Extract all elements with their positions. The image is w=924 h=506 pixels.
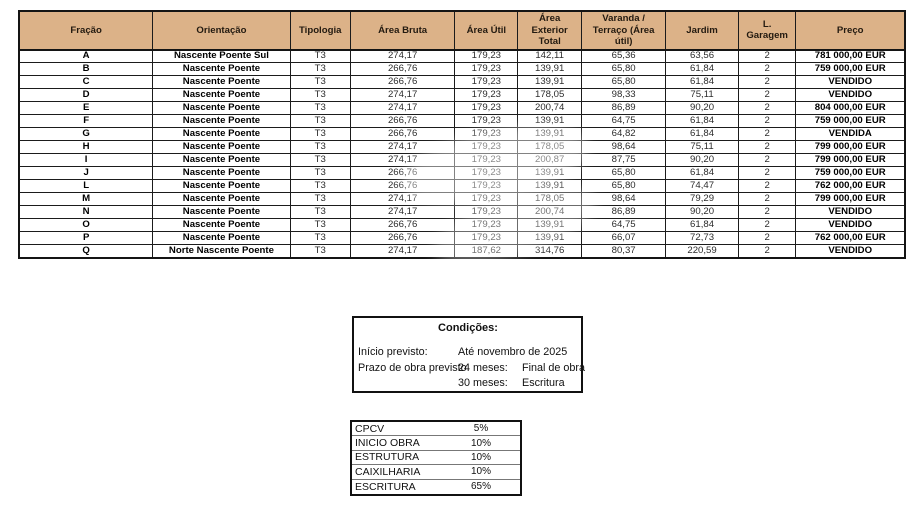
table-cell: H	[19, 141, 153, 154]
table-cell: Nascente Poente	[153, 63, 290, 76]
payment-label: ESCRITURA	[355, 480, 416, 493]
table-cell: 220,59	[666, 245, 739, 258]
table-cell: Q	[19, 245, 153, 258]
price-table	[18, 10, 906, 259]
condition-label	[358, 376, 458, 392]
table-cell: 274,17	[350, 50, 455, 63]
table-cell: B	[19, 63, 153, 76]
conditions-title: Condições:	[438, 322, 498, 334]
table-cell: T3	[290, 219, 350, 232]
payment-value: 10%	[470, 437, 491, 449]
table-cell: Nascente Poente	[153, 115, 290, 128]
table-cell: 98,64	[582, 193, 666, 206]
table-cell: 200,74	[518, 102, 582, 115]
table-cell: 266,76	[350, 63, 455, 76]
table-cell: Nascente Poente	[153, 219, 290, 232]
table-cell: 64,75	[582, 219, 666, 232]
table-cell: 2	[738, 141, 796, 154]
table-cell: T3	[290, 76, 350, 89]
table-cell: T3	[290, 89, 350, 102]
table-row	[19, 76, 905, 89]
table-cell: 179,23	[455, 102, 518, 115]
table-cell: 179,23	[455, 180, 518, 193]
table-cell: 274,17	[350, 141, 455, 154]
table-cell: 759 000,00 EUR	[796, 63, 905, 76]
table-cell: 63,56	[666, 50, 739, 63]
table-cell: 75,11	[666, 141, 739, 154]
table-row	[19, 206, 905, 219]
table-cell: 2	[738, 76, 796, 89]
payment-value: 10%	[470, 451, 491, 463]
table-cell: 80,37	[582, 245, 666, 258]
table-cell: 799 000,00 EUR	[796, 141, 905, 154]
table-cell: D	[19, 89, 153, 102]
table-cell: 2	[738, 232, 796, 245]
table-cell: 2	[738, 180, 796, 193]
table-cell: T3	[290, 167, 350, 180]
table-cell: G	[19, 128, 153, 141]
table-cell: 274,17	[350, 154, 455, 167]
table-cell: 187,62	[455, 245, 518, 258]
table-cell: F	[19, 115, 153, 128]
table-cell: 179,23	[455, 193, 518, 206]
table-cell: 139,91	[518, 167, 582, 180]
table-row	[19, 50, 905, 63]
table-cell: 266,76	[350, 76, 455, 89]
table-cell: 65,36	[582, 50, 666, 63]
table-cell: 72,73	[666, 232, 739, 245]
table-cell: VENDIDO	[796, 245, 905, 258]
table-cell: 274,17	[350, 193, 455, 206]
table-cell: VENDIDO	[796, 219, 905, 232]
table-cell: Nascente Poente	[153, 89, 290, 102]
table-cell: Nascente Poente Sul	[153, 50, 290, 63]
table-cell: Nascente Poente	[153, 128, 290, 141]
table-cell: T3	[290, 50, 350, 63]
table-row	[19, 141, 905, 154]
table-cell: 139,91	[518, 232, 582, 245]
table-cell: T3	[290, 245, 350, 258]
table-cell: 266,76	[350, 128, 455, 141]
payment-label: CPCV	[355, 422, 385, 435]
table-cell: 200,87	[518, 154, 582, 167]
table-cell: Nascente Poente	[153, 180, 290, 193]
table-cell: 61,84	[666, 115, 739, 128]
table-cell: 2	[738, 167, 796, 180]
condition-row	[358, 376, 578, 392]
table-cell: 179,23	[455, 50, 518, 63]
table-cell: T3	[290, 206, 350, 219]
condition-value: Até novembro de 2025	[458, 346, 568, 358]
condition-row	[358, 361, 586, 377]
table-cell: 65,80	[582, 76, 666, 89]
table-cell: 179,23	[455, 115, 518, 128]
table-cell: 274,17	[350, 245, 455, 258]
column-header: Área Útil	[455, 11, 518, 50]
table-cell: 79,29	[666, 193, 739, 206]
table-cell: Nascente Poente	[153, 76, 290, 89]
table-row	[19, 219, 905, 232]
table-cell: 2	[738, 154, 796, 167]
table-cell: T3	[290, 193, 350, 206]
table-cell: 75,11	[666, 89, 739, 102]
table-cell: 87,75	[582, 154, 666, 167]
table-cell: 142,11	[518, 50, 582, 63]
table-cell: 781 000,00 EUR	[796, 50, 905, 63]
table-cell: I	[19, 154, 153, 167]
table-cell: 61,84	[666, 63, 739, 76]
table-cell: 74,47	[666, 180, 739, 193]
table-cell: 61,84	[666, 219, 739, 232]
payment-row	[352, 451, 520, 465]
table-cell: 266,76	[350, 232, 455, 245]
table-cell: 2	[738, 193, 796, 206]
table-cell: T3	[290, 180, 350, 193]
table-cell: 64,82	[582, 128, 666, 141]
payment-row	[352, 436, 520, 450]
table-cell: Nascente Poente	[153, 154, 290, 167]
table-cell: 86,89	[582, 102, 666, 115]
table-cell: 266,76	[350, 167, 455, 180]
table-cell: 799 000,00 EUR	[796, 154, 905, 167]
table-cell: VENDIDO	[796, 206, 905, 219]
table-cell: 86,89	[582, 206, 666, 219]
table-cell: 179,23	[455, 232, 518, 245]
condition-label: Prazo de obra previsto	[358, 361, 467, 374]
table-row	[19, 193, 905, 206]
payment-schedule-box	[350, 420, 522, 496]
conditions-rows	[358, 345, 586, 392]
table-cell: 2	[738, 115, 796, 128]
table-cell: 139,91	[518, 63, 582, 76]
table-cell: 266,76	[350, 180, 455, 193]
table-cell: P	[19, 232, 153, 245]
table-cell: 139,91	[518, 115, 582, 128]
table-cell: Nascente Poente	[153, 167, 290, 180]
table-cell: 274,17	[350, 206, 455, 219]
column-header: Área Exterior Total	[518, 11, 582, 50]
table-row	[19, 167, 905, 180]
table-cell: 65,80	[582, 63, 666, 76]
table-cell: VENDIDO	[796, 76, 905, 89]
table-cell: T3	[290, 128, 350, 141]
column-header: Área Bruta	[350, 11, 455, 50]
table-cell: 200,74	[518, 206, 582, 219]
table-cell: 90,20	[666, 154, 739, 167]
table-cell: 2	[738, 245, 796, 258]
column-header: L. Garagem	[738, 11, 796, 50]
table-cell: 98,33	[582, 89, 666, 102]
table-row	[19, 245, 905, 258]
table-cell: 61,84	[666, 167, 739, 180]
table-cell: T3	[290, 154, 350, 167]
table-cell: 2	[738, 128, 796, 141]
table-cell: Nascente Poente	[153, 232, 290, 245]
table-cell: 274,17	[350, 89, 455, 102]
table-cell: Nascente Poente	[153, 193, 290, 206]
table-cell: M	[19, 193, 153, 206]
conditions-box	[352, 316, 586, 393]
table-cell: VENDIDA	[796, 128, 905, 141]
table-cell: 179,23	[455, 76, 518, 89]
table-cell: T3	[290, 115, 350, 128]
table-cell: 266,76	[350, 219, 455, 232]
table-cell: 139,91	[518, 219, 582, 232]
table-cell: 179,23	[455, 154, 518, 167]
table-row	[19, 180, 905, 193]
table-cell: 139,91	[518, 180, 582, 193]
table-row	[19, 63, 905, 76]
table-cell: 65,80	[582, 167, 666, 180]
table-cell: 2	[738, 219, 796, 232]
table-cell: 759 000,00 EUR	[796, 167, 905, 180]
table-cell: 61,84	[666, 76, 739, 89]
table-cell: 2	[738, 63, 796, 76]
payment-row	[352, 465, 520, 479]
table-cell: A	[19, 50, 153, 63]
table-cell: 61,84	[666, 128, 739, 141]
table-cell: 762 000,00 EUR	[796, 180, 905, 193]
table-cell: 759 000,00 EUR	[796, 115, 905, 128]
payment-value: 5%	[473, 423, 489, 435]
table-cell: 179,23	[455, 128, 518, 141]
table-cell: 178,05	[518, 141, 582, 154]
table-cell: 90,20	[666, 206, 739, 219]
table-cell: Norte Nascente Poente	[153, 245, 290, 258]
table-cell: 66,07	[582, 232, 666, 245]
table-cell: 139,91	[518, 76, 582, 89]
payment-row	[352, 422, 520, 436]
table-cell: 2	[738, 89, 796, 102]
table-header-row	[19, 11, 905, 50]
column-header: Jardim	[666, 11, 739, 50]
table-cell: 179,23	[455, 89, 518, 102]
table-row	[19, 154, 905, 167]
table-cell: Nascente Poente	[153, 102, 290, 115]
table-cell: N	[19, 206, 153, 219]
condition-note: Final de obra	[522, 361, 586, 374]
table-cell: 804 000,00 EUR	[796, 102, 905, 115]
table-cell: 799 000,00 EUR	[796, 193, 905, 206]
table-cell: T3	[290, 232, 350, 245]
table-cell: 179,23	[455, 141, 518, 154]
table-cell: 274,17	[350, 102, 455, 115]
payment-label: CAIXILHARIA	[355, 465, 421, 478]
table-cell: VENDIDO	[796, 89, 905, 102]
payment-row	[352, 480, 520, 494]
table-cell: 266,76	[350, 115, 455, 128]
table-cell: 314,76	[518, 245, 582, 258]
column-header: Varanda / Terraço (Área útil)	[582, 11, 666, 50]
table-cell: 179,23	[455, 219, 518, 232]
table-cell: 2	[738, 102, 796, 115]
table-cell: T3	[290, 63, 350, 76]
table-cell: T3	[290, 102, 350, 115]
condition-time: 24 meses:	[458, 361, 508, 374]
table-row	[19, 232, 905, 245]
table-cell: 178,05	[518, 193, 582, 206]
table-cell: 179,23	[455, 167, 518, 180]
table-cell: L	[19, 180, 153, 193]
payment-label: ESTRUTURA	[355, 451, 420, 464]
condition-time: 30 meses:	[458, 377, 508, 389]
table-cell: 178,05	[518, 89, 582, 102]
table-cell: 90,20	[666, 102, 739, 115]
price-table-container	[18, 10, 906, 259]
payment-label: INICIO OBRA	[355, 437, 420, 450]
payment-value: 65%	[470, 481, 491, 493]
column-header: Fração	[19, 11, 153, 50]
table-cell: 65,80	[582, 180, 666, 193]
table-cell: 64,75	[582, 115, 666, 128]
table-cell: E	[19, 102, 153, 115]
table-cell: Nascente Poente	[153, 206, 290, 219]
payment-value: 10%	[470, 466, 491, 478]
table-cell: 762 000,00 EUR	[796, 232, 905, 245]
table-cell: T3	[290, 141, 350, 154]
column-header: Tipologia	[290, 11, 350, 50]
table-cell: C	[19, 76, 153, 89]
table-cell: J	[19, 167, 153, 180]
condition-row	[358, 345, 578, 361]
table-cell: 179,23	[455, 206, 518, 219]
table-cell: 98,64	[582, 141, 666, 154]
table-cell: 2	[738, 50, 796, 63]
column-header: Preço	[796, 11, 905, 50]
table-cell: Nascente Poente	[153, 141, 290, 154]
table-row	[19, 89, 905, 102]
condition-note: Escritura	[522, 377, 565, 389]
table-cell: O	[19, 219, 153, 232]
table-row	[19, 128, 905, 141]
table-cell: 2	[738, 206, 796, 219]
table-cell: 179,23	[455, 63, 518, 76]
table-row	[19, 102, 905, 115]
condition-label: Início previsto:	[358, 346, 428, 358]
table-row	[19, 115, 905, 128]
table-cell: 139,91	[518, 128, 582, 141]
price-table-body	[19, 50, 905, 258]
column-header: Orientação	[153, 11, 290, 50]
